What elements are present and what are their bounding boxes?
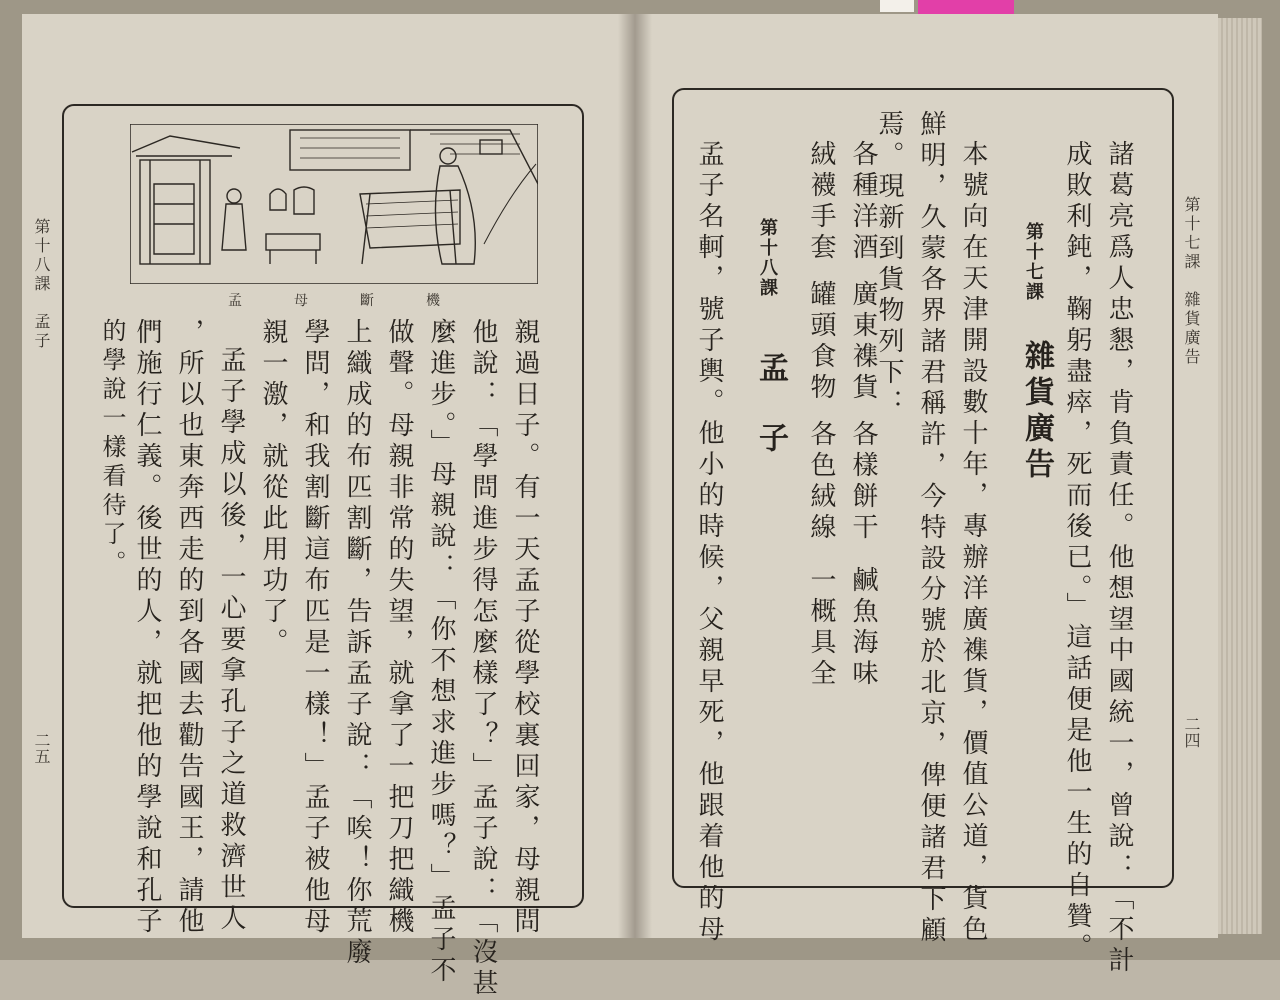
right-page-number: 二四: [1182, 716, 1201, 748]
page-edges: [1218, 18, 1262, 934]
illustration-caption: 孟母斷機: [228, 293, 492, 309]
left-col-1: 親過日子。有一天孟子從學校裏回家，母親問: [510, 318, 540, 938]
goods-item: 廣東襍貨: [848, 280, 878, 404]
mencius-col-1: 孟子名軻，號子輿。他小的時候，父親早死，他跟着他的母: [694, 140, 724, 946]
book-gutter: [618, 14, 652, 938]
goods-item: 各種洋酒: [848, 140, 878, 264]
right-running-head: 第十七課 雜貨廣告: [1182, 196, 1201, 367]
lesson-18-label: 第十八課: [757, 218, 778, 298]
goods-item: 鹹魚海味: [848, 566, 878, 690]
left-col-5: 上織成的布匹割斷，告訴孟子說：「唉！你荒廢: [342, 318, 372, 969]
white-tab: [880, 0, 914, 12]
left-col-3: 麼進步。」母親說：「你不想求進步嗎？」孟子不: [426, 318, 456, 987]
left-col-11-visible: 的學說一樣看待了。: [98, 318, 126, 579]
goods-item: 罐頭食物: [806, 280, 836, 404]
mencius-mother-illustration: [130, 124, 538, 284]
ad-col-1: 本號向在天津開設數十年，專辦洋廣襍貨，價值公道，貨色: [958, 140, 988, 946]
lesson-18-title: 孟子: [753, 352, 788, 492]
left-running-head: 第十八課 孟子: [32, 218, 51, 351]
ad-col-2: 鮮明，久蒙各界諸君稱許，今特設分號於北京，俾便諸君下顧: [916, 110, 946, 947]
left-col-4: 做聲。母親非常的失望，就拿了一把刀把織機: [384, 318, 414, 938]
left-col-9: ，所以也東奔西走的到各國去勸告國王，請他: [174, 318, 204, 938]
left-col-10: 們施行仁義。後世的人，就把他的學說和孔子: [132, 318, 162, 938]
left-page-number: 二五: [32, 732, 51, 764]
goods-item: 絨襪手套: [806, 140, 836, 264]
lesson-17-label: 第十七課: [1023, 222, 1044, 302]
left-col-2: 他說：「學問進步得怎麼樣了？」孟子說：「沒甚: [468, 318, 498, 1000]
ad-col-3: 焉。現新到貨物列下：: [874, 110, 904, 420]
goods-item: 各色絨線: [806, 420, 836, 544]
goods-item: 一概具全: [806, 566, 836, 690]
right-intro-col-1: 諸葛亮爲人忠懇，肯負責任。他想望中國統一，曾說：「不計: [1104, 140, 1134, 977]
left-col-8: 孟子學成以後，一心要拿孔子之道救濟世人: [216, 346, 246, 935]
right-intro-col-2: 成敗利鈍，鞠躬盡瘁，死而後已。」這話便是他一生的自贊。: [1062, 140, 1092, 964]
lesson-17-title: 雜貨廣告: [1019, 340, 1054, 484]
goods-item: 各樣餅干: [848, 420, 878, 544]
left-col-7: 親一激，就從此用功了。: [258, 318, 288, 659]
left-col-6: 學問，和我割斷這布匹是一樣！」孟子被他母: [300, 318, 330, 938]
